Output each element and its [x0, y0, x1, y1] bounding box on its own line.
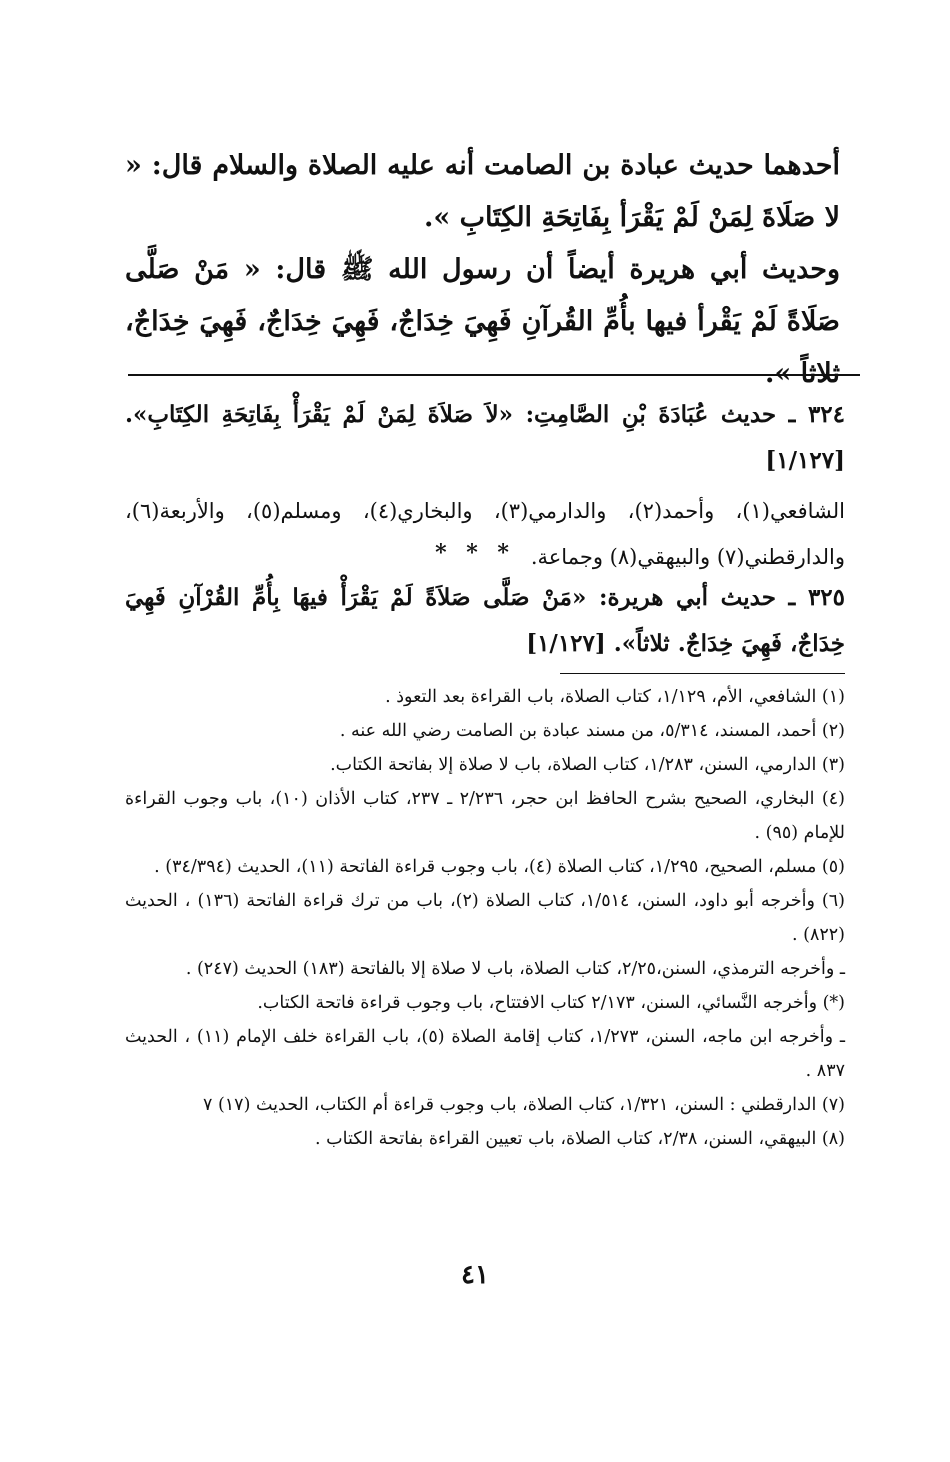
hadith-324-sources: الشافعي(١)، وأحمد(٢)، والدارمي(٣)، والبخاري(٤)، ومسلم(٥)، والأربعة(٦)، والدارقطني(٧) والبيهقي(٨) وجماعة.: [125, 499, 846, 569]
footnote-7: (٧) الدارقطني : السنن، ١/٣٢١، كتاب الصلاة، باب وجوب قراءة أم الكتاب، الحديث (١٧) ٧: [202, 1095, 845, 1115]
hadith-325-title: ٣٢٥ ـ حديث أبي هريرة: «مَنْ صَلَّى صَلاَةً لَمْ يَقْرَأْ فيهَا بِأُمِّ القُرْآنِ فَهِيَ خِدَاجٌ، فَهِيَ خِدَاجٌ. ثلاثاً». [١/١٢٧]: [125, 584, 845, 657]
footnote-8: (٨) البيهقي، السنن، ٢/٣٨، كتاب الصلاة، باب تعيين القراءة بفاتحة الكتاب .: [315, 1129, 845, 1149]
footnote-6b: ـ وأخرجه الترمذي، السنن،٢/٢٥، كتاب الصلاة، باب لا صلاة إلا بالفاتحة (١٨٣) الحديث (٢٤٧) .: [185, 959, 845, 979]
footnote-4: (٤) البخاري، الصحيح بشرح الحافظ ابن حجر، ٢/٢٣٦ ـ ٢٣٧، كتاب الأذان (١٠)، باب وجوب القراءة للإمام (٩٥) .: [125, 789, 845, 843]
footnote-3: (٣) الدارمي، السنن، ١/٢٨٣، كتاب الصلاة، باب لا صلاة إلا بفاتحة الكتاب.: [330, 755, 845, 775]
main-paragraph-1: أحدهما حديث عبادة بن الصامت أنه عليه الصلاة والسلام قال: « لا صَلَاةَ لِمَنْ لَمْ يَقْرَأ بِفَاتِحَةِ الكِتَابِ ».: [125, 150, 840, 233]
footnote-1: (١) الشافعي، الأم، ١/١٢٩، كتاب الصلاة، باب القراءة بعد التعوذ .: [385, 687, 845, 707]
main-text: [125, 140, 840, 400]
main-divider: [128, 374, 860, 376]
footnote-6c: ـ وأخرجه ابن ماجه، السنن، ١/٢٧٣، كتاب إقامة الصلاة (٥)، باب القراءة خلف الإمام (١١) ، الحديث ٨٣٧ .: [125, 1027, 845, 1081]
hadith-325: [125, 575, 845, 667]
footnotes: [125, 680, 845, 1156]
footnote-6: (٦) وأخرجه أبو داود، السنن، ١/٥١٤، كتاب الصلاة (٢)، باب من ترك قراءة الفاتحة (١٣٦) ، الحديث (٨٢٢) .: [125, 891, 845, 945]
footnote-2: (٢) أحمد، المسند، ٥/٣١٤، من مسند عبادة بن الصامت رضي الله عنه .: [339, 721, 845, 741]
section-separator: * * *: [435, 540, 515, 566]
page-number: ٤١: [461, 1260, 489, 1290]
main-paragraph-2: وحديث أبي هريرة أيضاً أن رسول الله ﷺ قال: « مَنْ صَلَّى صَلَاةً لَمْ يَقْرأ فيها بأُمِّ القُرآنِ فَهِيَ خِدَاجٌ، فَهِيَ خِدَاجٌ، فَهِيَ خِدَاجٌ، ثلاثاً ».: [125, 254, 840, 389]
footnote-star: (*) وأخرجه النَّسائي، السنن، ٢/١٧٣ كتاب الافتتاح، باب وجوب قراءة فاتحة الكتاب.: [257, 993, 845, 1013]
footnote-5: (٥) مسلم، الصحيح، ١/٢٩٥، كتاب الصلاة (٤)، باب وجوب قراءة الفاتحة (١١)، الحديث (٣٤/٣٩٤) .: [154, 857, 845, 877]
hadith-324-title: ٣٢٤ ـ حديث عُبَادَةَ بْنِ الصَّامِتِ: «لاَ صَلاَةَ لِمَنْ لَمْ يَقْرَأْ بِفَاتِحَةِ الكِتَابِ». [١/١٢٧]: [125, 401, 845, 474]
footnote-divider: [560, 673, 845, 674]
